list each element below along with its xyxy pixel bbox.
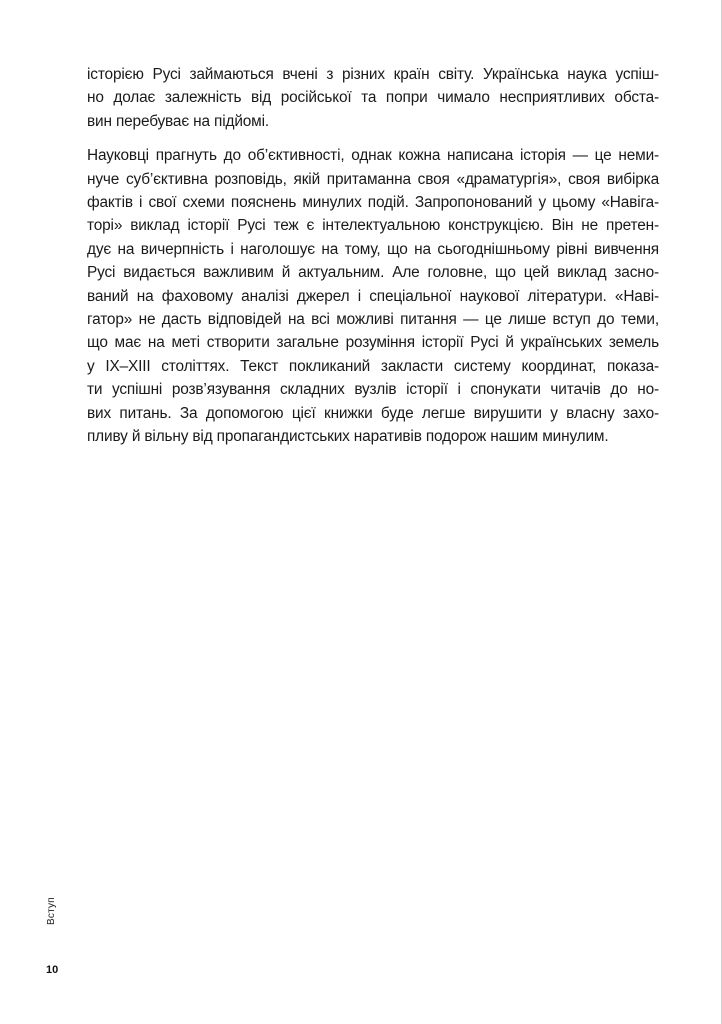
body-text bbox=[87, 63, 659, 449]
text-line: нуче суб’єктивна розповідь, якій притаманна своя «драматургія», своя вибірка bbox=[87, 170, 659, 188]
text-line: пливу й вільну від пропагандистських наративів подорож нашим минулим. bbox=[87, 428, 609, 446]
text-line: Русі видається важливим й актуальним. Але головне, що цей виклад засно- bbox=[87, 264, 659, 282]
text-line: но долає залежність від російської та попри чимало несприятливих обста- bbox=[87, 89, 659, 107]
paragraph-1 bbox=[87, 63, 659, 133]
text-line: дує на вичерпність і наголошує на тому, що на сьогоднішньому рівні вивчення bbox=[87, 240, 659, 258]
section-label: Вступ bbox=[46, 897, 57, 925]
text-line: гатор» не дасть відповідей на всі можливі питання — це лише вступ до теми, bbox=[87, 311, 659, 329]
text-line: торі» виклад історії Русі теж є інтелектуальною конструкцією. Він не претен- bbox=[87, 217, 659, 235]
text-line: фактів і свої схеми пояснень минулих подій. Запропонований у цьому «Навіга- bbox=[87, 194, 659, 212]
text-line: що має на меті створити загальне розуміння історії Русі й українських земель bbox=[87, 334, 659, 352]
text-line: ти успішні розв’язування складних вузлів історії і спонукати читачів до но- bbox=[87, 381, 659, 399]
paragraph-2 bbox=[87, 144, 659, 448]
text-line: вин перебуває на підйомі. bbox=[87, 112, 270, 130]
text-line: у IX–XIII століттях. Текст покликаний закласти систему координат, показа- bbox=[87, 357, 659, 375]
text-line: вих питань. За допомогою цієї книжки буде легше вирушити у власну захо- bbox=[87, 404, 659, 422]
text-line: історією Русі займаються вчені з різних країн світу. Українська наука успіш- bbox=[87, 66, 659, 83]
text-line: Науковці прагнуть до об’єктивності, однак кожна написана історія — це неми- bbox=[87, 147, 659, 165]
page-number: 10 bbox=[46, 964, 59, 976]
text-line: ваний на фаховому аналізі джерел і спеціальної наукової літератури. «Наві- bbox=[87, 287, 659, 305]
